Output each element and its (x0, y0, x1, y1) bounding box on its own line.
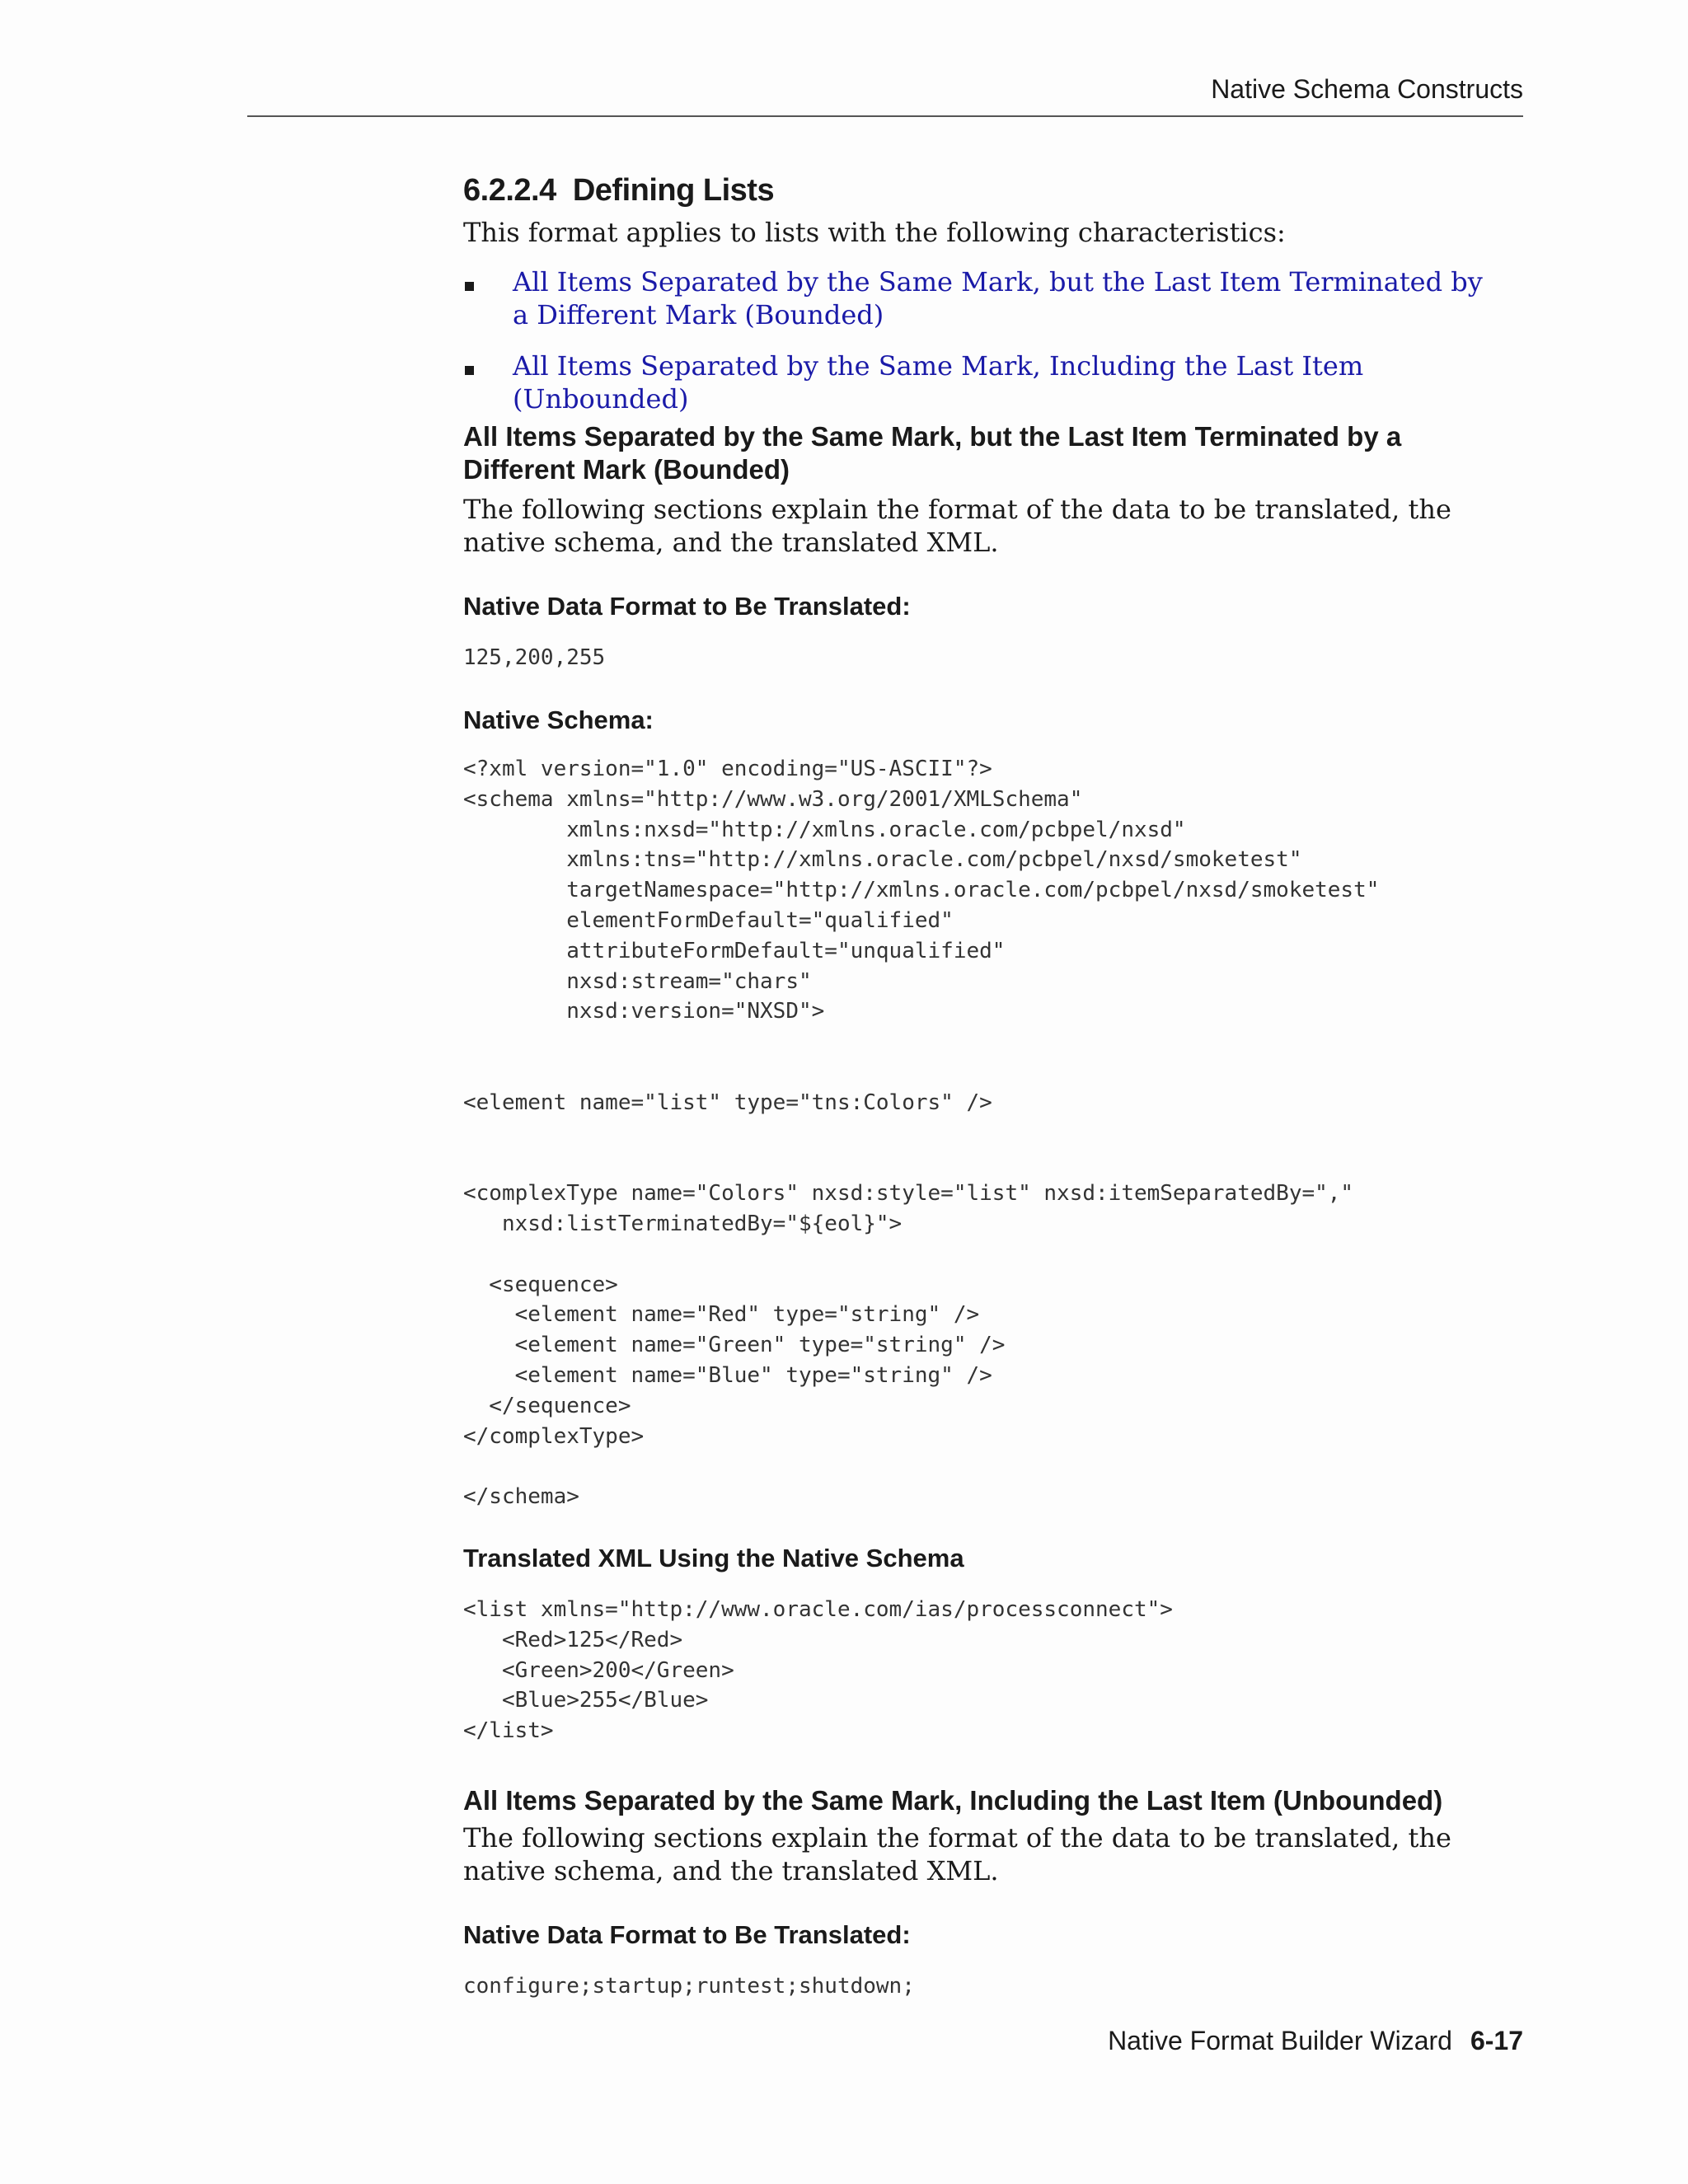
unbounded-heading: All Items Separated by the Same Mark, Including the Last Item (Unbounded) (463, 1785, 1443, 1816)
page-number: 6-17 (1470, 2026, 1523, 2055)
footer-book-title: Native Format Builder Wizard (1108, 2026, 1452, 2055)
unbounded-native-data-heading: Native Data Format to Be Translated: (463, 1920, 911, 1949)
unbounded-link[interactable]: All Items Separated by the Same Mark, Including the Last Item (Unbounded) (513, 350, 1364, 415)
bullet-icon (465, 282, 474, 291)
bounded-link[interactable]: All Items Separated by the Same Mark, but the Last Item Terminated by a Different Mark (Bounded) (513, 266, 1483, 330)
native-schema-code: <?xml version="1.0" encoding="US-ASCII"?> <schema xmlns="http://www.w3.org/2001/XMLSchema" xmlns:nxsd="http://xmlns.oracle.com/pcbpel/nxsd" xmlns:tns="http://xmlns.oracle.com/pcbpel/nxsd/smoketest" targetNamespace="http://xmlns.oracle.com/pcbpel/nxsd/smoketest" elementFormDefault="qualified" attributeFormDefault="unqualified" nxsd:stream="chars" nxsd:version="NXSD"> <element name="list" type="tns:Colors" /> <complexType name="Colors" nxsd:style="list" nxsd:itemSeparatedBy="," nxsd:listTerminatedBy="${eol}"> <sequence> <element name="Red" type="string" /> <element name="Green" type="string" /> <element name="Blue" type="string" /> </sequence> </complexType> </schema> (463, 757, 1380, 1510)
page-footer (1108, 2026, 1523, 2056)
section-title: Defining Lists (572, 173, 775, 208)
native-schema-heading: Native Schema: (463, 705, 654, 734)
bounded-heading: All Items Separated by the Same Mark, but the Last Item Terminated by a Different Mark (Bounded) (463, 421, 1402, 485)
bounded-intro: The following sections explain the format of the data to be translated, the native schema, and the translated XML. (463, 494, 1451, 558)
unbounded-intro: The following sections explain the format of the data to be translated, the native schema, and the translated XML. (463, 1822, 1451, 1886)
section-intro: This format applies to lists with the following characteristics: (463, 217, 1286, 248)
section-number: 6.2.2.4 (463, 173, 556, 208)
unbounded-native-data: configure;startup;runtest;shutdown; (463, 1974, 915, 1999)
header-rule (247, 115, 1523, 117)
section-heading (463, 173, 774, 209)
bounded-native-data: 125,200,255 (463, 645, 606, 670)
running-header: Native Schema Constructs (1211, 74, 1523, 104)
bounded-native-data-heading: Native Data Format to Be Translated: (463, 592, 911, 621)
translated-xml-code: <list xmlns="http://www.oracle.com/ias/processconnect"> <Red>125</Red> <Green>200</Green> <Blue>255</Blue> </list> (463, 1597, 1173, 1744)
bullet-icon (465, 366, 474, 375)
translated-xml-heading: Translated XML Using the Native Schema (463, 1544, 964, 1572)
